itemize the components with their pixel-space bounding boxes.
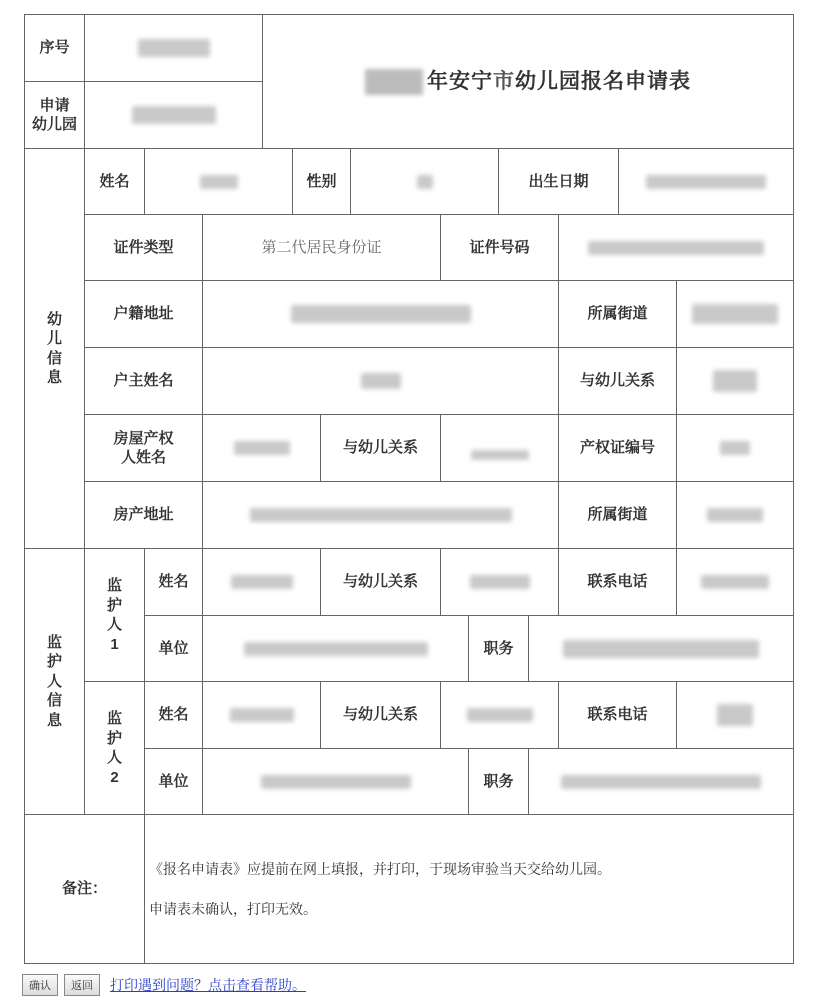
child-birthdate-label: 出生日期 xyxy=(528,172,589,190)
owner-label-line2: 人姓名 xyxy=(120,449,166,466)
hukou-street-value-cell xyxy=(677,281,793,348)
child-section-label: 幼 儿 信 息 xyxy=(25,149,85,549)
id-type-label-cell xyxy=(85,215,203,281)
g2-phone-value-cell xyxy=(677,682,793,749)
g1-position-redacted xyxy=(563,640,759,658)
hukou-address-redacted xyxy=(291,305,471,323)
child-name-label-cell xyxy=(85,149,145,215)
guardian-section-label: 监 护 人 信 息 xyxy=(25,549,85,815)
g1-position-label: 职务 xyxy=(483,639,514,657)
property-street-label: 所属街道 xyxy=(587,506,648,524)
child-gender-label: 性别 xyxy=(306,172,337,190)
kindergarten-label-cell xyxy=(25,82,85,149)
g1-phone-redacted xyxy=(701,575,769,589)
kindergarten-value-cell xyxy=(85,82,263,149)
g2-position-label: 职务 xyxy=(483,772,514,790)
g2-phone-label-cell xyxy=(559,682,677,749)
g1-relation-label-cell xyxy=(321,549,441,616)
g2-relation-value-cell xyxy=(441,682,559,749)
id-type-value-cell xyxy=(203,215,441,281)
g1-name-label: 姓名 xyxy=(158,573,189,591)
hukou-street-label-cell xyxy=(559,281,677,348)
serial-value-redacted xyxy=(138,39,210,57)
householder-label: 户主姓名 xyxy=(113,372,174,390)
property-address-value-cell xyxy=(203,482,559,549)
g1-name-value-cell xyxy=(203,549,321,616)
householder-relation-redacted xyxy=(713,370,757,392)
remarks-text xyxy=(149,815,795,965)
g1-employer-value-cell xyxy=(203,616,469,682)
cert-number-value-cell xyxy=(677,415,793,482)
hukou-address-label-cell xyxy=(85,281,203,348)
child-gender-value-cell xyxy=(351,149,499,215)
title-cell xyxy=(263,15,793,149)
application-form xyxy=(24,14,794,964)
g2-relation-label: 与幼儿关系 xyxy=(342,706,418,724)
g2-employer-value-cell xyxy=(203,749,469,815)
g1-name-label-cell xyxy=(145,549,203,616)
householder-redacted xyxy=(361,373,401,389)
g1-employer-label-cell xyxy=(145,616,203,682)
g1-phone-label: 联系电话 xyxy=(587,573,648,591)
owner-relation-redacted xyxy=(471,450,529,460)
owner-label-cell xyxy=(85,415,203,482)
g2-name-value-cell xyxy=(203,682,321,749)
back-button[interactable]: 返回 xyxy=(64,974,100,996)
g2-position-value-cell xyxy=(529,749,793,815)
kindergarten-value-redacted xyxy=(132,106,216,124)
cert-number-redacted xyxy=(720,441,750,455)
child-birthdate-redacted xyxy=(646,175,766,189)
g2-name-redacted xyxy=(230,708,294,722)
property-address-label-cell xyxy=(85,482,203,549)
hukou-address-label: 户籍地址 xyxy=(113,305,174,323)
footer-actions xyxy=(22,972,306,998)
serial-value-cell xyxy=(85,15,263,82)
property-street-redacted xyxy=(707,508,763,522)
id-number-label: 证件号码 xyxy=(469,238,530,256)
child-gender-label-cell xyxy=(293,149,351,215)
serial-label-cell xyxy=(25,15,85,82)
g1-relation-redacted xyxy=(470,575,530,589)
owner-relation-value-cell xyxy=(441,415,559,482)
child-name-value-cell xyxy=(145,149,293,215)
g2-relation-redacted xyxy=(467,708,533,722)
id-number-redacted xyxy=(588,241,764,255)
serial-label: 序号 xyxy=(39,39,70,57)
id-type-value: 第二代居民身份证 xyxy=(261,238,382,256)
property-address-label: 房产地址 xyxy=(113,506,174,524)
id-type-label: 证件类型 xyxy=(113,238,174,256)
child-gender-redacted xyxy=(417,175,433,189)
cert-number-label-cell xyxy=(559,415,677,482)
child-birthdate-label-cell xyxy=(499,149,619,215)
remarks-label-cell xyxy=(25,815,145,963)
g1-phone-value-cell xyxy=(677,549,793,616)
householder-relation-value-cell xyxy=(677,348,793,415)
year-redacted xyxy=(365,69,423,95)
owner-value-cell xyxy=(203,415,321,482)
g1-position-value-cell xyxy=(529,616,793,682)
child-birthdate-value-cell xyxy=(619,149,793,215)
g2-position-redacted xyxy=(561,775,761,789)
householder-value-cell xyxy=(203,348,559,415)
g2-relation-label-cell xyxy=(321,682,441,749)
hukou-street-label: 所属街道 xyxy=(587,305,648,323)
g2-name-label-cell xyxy=(145,682,203,749)
g1-position-label-cell xyxy=(469,616,529,682)
g1-employer-redacted xyxy=(244,642,428,656)
hukou-address-value-cell xyxy=(203,281,559,348)
householder-relation-label-cell xyxy=(559,348,677,415)
g2-employer-label-cell xyxy=(145,749,203,815)
child-name-label: 姓名 xyxy=(99,172,130,190)
g1-phone-label-cell xyxy=(559,549,677,616)
g2-phone-redacted xyxy=(717,704,753,726)
g2-phone-label: 联系电话 xyxy=(587,706,648,724)
id-number-value-cell xyxy=(559,215,793,281)
g2-employer-redacted xyxy=(261,775,411,789)
print-help-link[interactable]: 打印遇到问题？点击查看帮助。 xyxy=(110,977,306,993)
g1-name-redacted xyxy=(231,575,293,589)
guardian2-label: 监 护 人 2 xyxy=(85,682,145,815)
owner-relation-label: 与幼儿关系 xyxy=(342,439,418,457)
hukou-street-redacted xyxy=(692,304,778,324)
child-name-redacted xyxy=(200,175,238,189)
g2-position-label-cell xyxy=(469,749,529,815)
property-street-label-cell xyxy=(559,482,677,549)
guardian1-label: 监 护 人 1 xyxy=(85,549,145,682)
id-number-label-cell xyxy=(441,215,559,281)
g1-employer-label: 单位 xyxy=(158,639,189,657)
g2-employer-label: 单位 xyxy=(158,772,189,790)
g2-name-label: 姓名 xyxy=(158,706,189,724)
property-street-value-cell xyxy=(677,482,793,549)
owner-relation-label-cell xyxy=(321,415,441,482)
owner-redacted xyxy=(234,441,290,455)
g1-relation-label: 与幼儿关系 xyxy=(342,573,418,591)
confirm-button[interactable]: 确认 xyxy=(22,974,58,996)
remarks-label: 备注： xyxy=(61,880,107,898)
form-title: 年安宁市幼儿园报名申请表 xyxy=(365,68,691,95)
kindergarten-label-line2: 幼儿园 xyxy=(31,116,77,133)
remarks-line-2: 申请表未确认，打印无效。 xyxy=(149,901,317,917)
kindergarten-label-line1: 申请 xyxy=(39,96,70,114)
cert-number-label: 产权证编号 xyxy=(579,439,655,457)
owner-label-line1: 房屋产权 xyxy=(113,429,174,447)
remarks-line-1: 《报名申请表》应提前在网上填报，并打印，于现场审验当天交给幼儿园。 xyxy=(149,861,611,877)
householder-relation-label: 与幼儿关系 xyxy=(579,372,655,390)
g1-relation-value-cell xyxy=(441,549,559,616)
householder-label-cell xyxy=(85,348,203,415)
property-address-redacted xyxy=(250,508,512,522)
